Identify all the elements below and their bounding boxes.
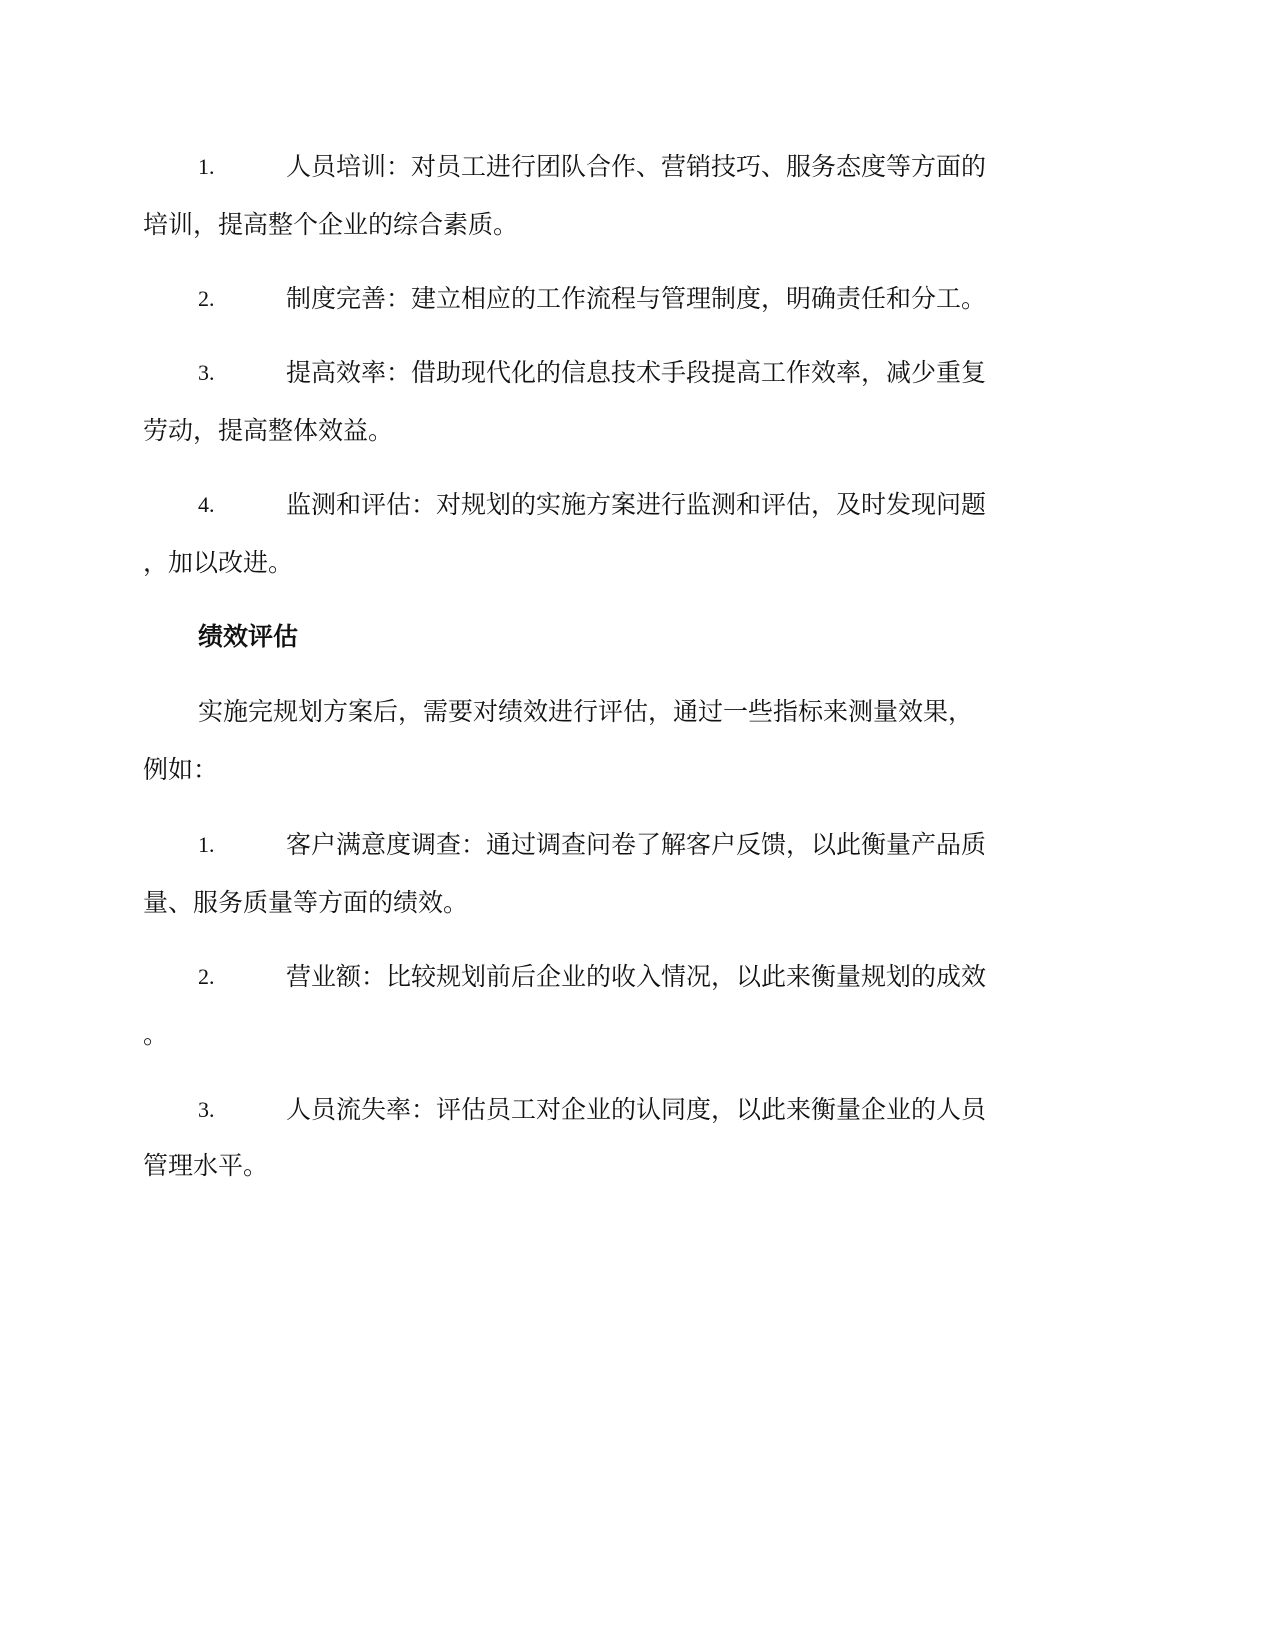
list-item-text: ，加以改进。 [143,548,294,577]
list-item-text: 人员流失率：评估员工对企业的认同度，以此来衡量企业的人员 [286,1095,987,1124]
list-item-text: 人员培训：对员工进行团队合作、营销技巧、服务态度等方面的 [286,152,987,181]
list-item-text: 客户满意度调查：通过调查问卷了解客户反馈，以此衡量产品质 [286,830,987,859]
list-item-text: 制度完善：建立相应的工作流程与管理制度，明确责任和分工。 [286,284,987,313]
list-item-text: 劳动，提高整体效益。 [143,416,394,445]
list-item-text: 量、服务质量等方面的绩效。 [143,888,469,917]
paragraph-text: 实施完规划方案后，需要对绩效进行评估，通过一些指标来测量效果， [198,697,974,726]
list-number: 4. [198,492,215,517]
list-item-text: 提高效率：借助现代化的信息技术手段提高工作效率，减少重复 [286,358,987,387]
paragraph-text: 例如： [143,755,219,784]
list-number: 1. [198,154,215,179]
list-item-text: 培训，提高整个企业的综合素质。 [143,210,519,239]
list-number: 2. [198,964,215,989]
list-item-text: 。 [143,1020,169,1049]
list-item-text: 监测和评估：对规划的实施方案进行监测和评估，及时发现问题 [286,490,987,519]
list-number: 3. [198,1097,215,1122]
list-number: 3. [198,360,215,385]
list-number: 2. [198,286,215,311]
list-number: 1. [198,832,215,857]
list-item-text: 营业额：比较规划前后企业的收入情况，以此来衡量规划的成效 [286,962,987,991]
section-heading: 绩效评估 [198,622,299,651]
list-item-text: 管理水平。 [143,1151,269,1180]
